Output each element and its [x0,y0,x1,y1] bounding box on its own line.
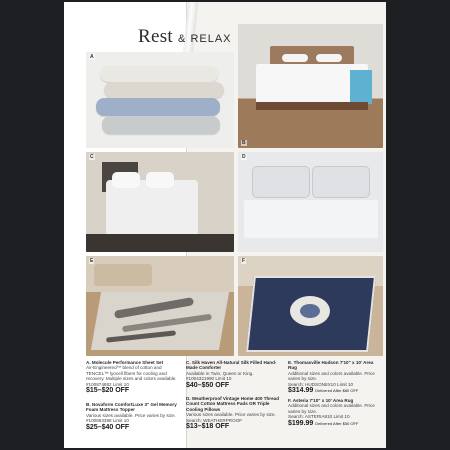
page-title [138,26,232,50]
product-item: Search: HUDSON8X10 Limit 10 [288,381,354,387]
title-main: Rest [138,26,173,47]
photo-letter-b: B [242,140,246,146]
mattress-topper-photo [238,24,383,148]
product-title: B. Novaform ComfortLuxe 3" Gel Memory Foam Mattress Topper [86,402,177,413]
product-title: C. Silk Haven All-Natural Silk Filled Hand-Made Comforter [186,360,277,371]
photo-letter-e: E [90,258,94,264]
sheet-set-photo [86,52,234,148]
silk-comforter-photo [86,152,234,252]
product-caption-a [86,360,182,395]
product-desc: Additional sizes and colors available. Price varies by size. [288,370,375,382]
cooling-pillows-photo [238,152,383,252]
product-title: A. Molecule Performance Sheet Set [86,360,164,365]
catalog-page [64,2,386,448]
product-price: $40–$50 OFF [186,381,230,389]
title-subtitle: & RELAX [178,33,232,45]
photo-letter-f: F [242,258,246,264]
product-desc: Various sizes available. Price varies by size. [86,412,176,418]
product-title: F. Asteria 7'10" x 10' Area Rug [288,398,354,403]
product-caption-b [86,402,182,432]
photo-letter-c: C [90,154,94,160]
product-item: #100863398 Limit 10 [86,418,129,424]
asteria-area-rug-photo [238,256,383,356]
product-title: D. Weatherproof Vintage Home 400 Thread Count Cotton Mattress Pads OR Triple Cooling Pillows [186,396,280,412]
product-item: Search: ASTERIA810 Limit 10 [288,414,350,420]
product-item: Search: WEATHERPROOF [186,417,243,423]
product-caption-c [186,360,284,390]
product-caption-f [288,398,382,428]
product-price: $25–$40 OFF [86,423,130,431]
product-caption-d [186,396,284,431]
photo-letter-d: D [242,154,246,160]
product-caption-e [288,360,382,395]
hudson-area-rug-photo [86,256,234,356]
photo-letter-a: A [90,54,94,60]
product-desc: Air-Engineered™ blend of cotton and TENCEL™ lyocell fibers for cooling and recovery. Multiple sizes and colors available. [86,365,177,382]
product-desc: Available in Twin, Queen or King. [186,370,254,376]
product-title: E. Thomasville Hudson 7'10" x 10' Area Rug [288,360,374,371]
product-desc: Additional sizes and colors available. Price varies by size. [288,403,375,414]
product-price: $15–$20 OFF [86,387,130,395]
product-item: #1004321990 Limit 10 [186,376,232,382]
product-desc: Various sizes available. Price varies by size. [186,412,276,418]
product-item: #100874882 Limit 10 [86,381,129,387]
product-price: $199.99 Delivered After $50 OFF [288,419,359,427]
product-price: $314.99 Delivered After $80 OFF [288,387,359,395]
product-price: $13–$18 OFF [186,423,230,431]
